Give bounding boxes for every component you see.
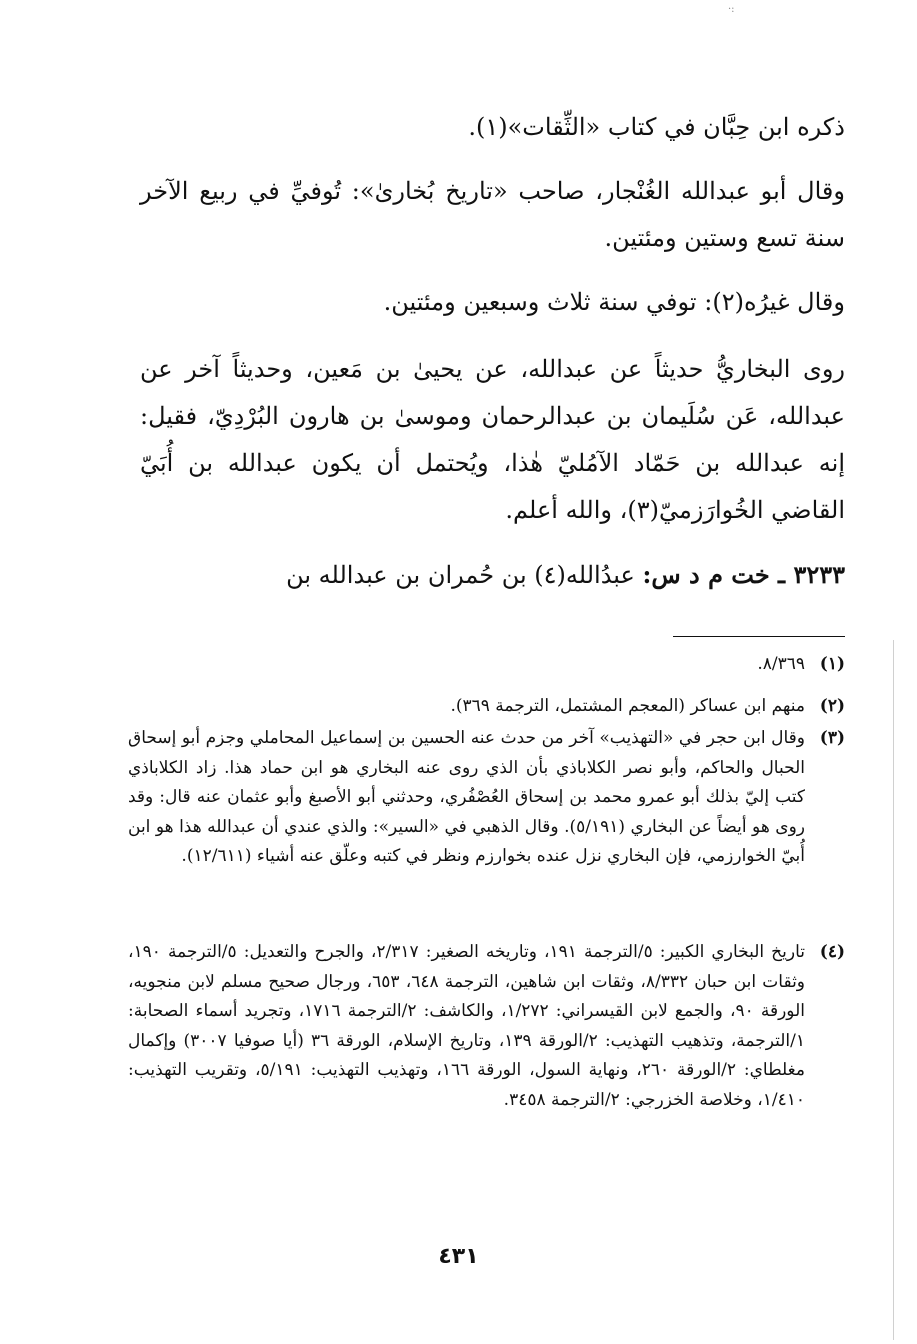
footnote-number: (٢) [819,696,845,716]
scan-speck: ·: [728,4,735,15]
paragraph-other-death-date: وقال غيرُه(٢): توفي سنة ثلاث وسبعين ومئتين. [383,288,845,316]
paragraph-ibn-hibban: ذكره ابن حِبَّان في كتاب «الثِّقات»(١). [468,113,845,141]
footnote-4 [128,938,845,1115]
paragraph-bukhari-narration: روى البخاريُّ حديثاً عن عبدالله، عن يحيىٰ بن مَعين، وحديثاً آخر عن عبدالله، عَن سُلَيمان بن عبدالرحمان وموسىٰ بن هارون البُرْدِيّ، فقيل: إنه عبدالله بن حَمّاد الآمُليّ هٰذا، ويُحتمل أن يكون عبدالله بن أُبَيّ القاضي الخُوارَزميّ(٣)، والله أعلم. [140,355,845,524]
footnote-text: تاريخ البخاري الكبير: ٥/الترجمة ١٩١، وتاريخه الصغير: ٢/٣١٧، والجرح والتعديل: ٥/الترجمة ١٩٠، وثقات ابن حبان ٨/٣٣٢، وثقات ابن شاهين، الترجمة ٦٤٨، ٦٥٣، ورجال صحيح مسلم لابن منجويه، الورقة ٩٠، والجمع لابن القيسراني: ١/٢٧٢، والكاشف: ٢/الترجمة ١٧١٦، وتجريد أسماء الصحابة: ١/الترجمة، وتذهيب التهذيب: ٢/الورقة ١٣٩، وتاريخ الإسلام، الورقة ٣٦ (أيا صوفيا ٣٠٠٧) وإكمال مغلطاي: ٢/الورقة ٢٦٠، ونهاية السول، الورقة ١٦٦، وتهذيب التهذيب: ٥/١٩١، وتقريب التهذيب: ١/٤١٠، وخلاصة الخزرجي: ٢/الترجمة ٣٤٥٨. [128,942,806,1110]
footnote-2 [128,692,845,722]
footnote-1 [128,650,845,680]
entry-number: ٣٢٣٣ ـ خت م د س: [642,560,845,589]
scan-edge [893,640,894,1340]
footnote-text: ٨/٣٦٩. [757,654,805,674]
footnote-number: (١) [819,654,845,674]
entry-name: عبدُالله(٤) بن حُمران بن عبدالله بن [286,561,635,589]
footnote-number: (٣) [819,728,845,748]
footnote-text: منهم ابن عساكر (المعجم المشتمل، الترجمة ٣٦٩). [450,696,805,716]
footnote-text: وقال ابن حجر في «التهذيب» آخر من حدث عنه الحسين بن إسماعيل المحاملي وجزم أبو إسحاق الحبال والحاكم، وأبو نصر الكلاباذي بأن الذي روى عنه البخاري هو ابن حماد هذا. زاد الكلاباذي كتب إليّ بذلك أبو عمرو محمد بن إسحاق العُصْفُري، وحدثني أبو الأصبغ وأبو عثمان عنه قال: وقد روى هو أيضاً عن البخاري (٥/١٩١). وقال الذهبي في «السير»: والذي عندي أن عبدالله هذا هو ابن أُبيّ الخوارزمي، فإن البخاري نزل عنده بخوارزم ونظر في كتبه وعلّق عنه أشياء (١٢/٦١١). [128,728,805,866]
page-number: ٤٣١ [438,1244,479,1269]
footnote-separator [673,636,845,637]
footnote-3 [128,724,845,872]
entry-3233 [140,551,845,599]
paragraph-ghunjar: وقال أبو عبدالله الغُنْجار، صاحب «تاريخ بُخارىٰ»: تُوفيِّ في ربيع الآخر سنة تسع وستين ومئتين. [140,177,845,252]
footnote-number: (٤) [819,942,845,962]
